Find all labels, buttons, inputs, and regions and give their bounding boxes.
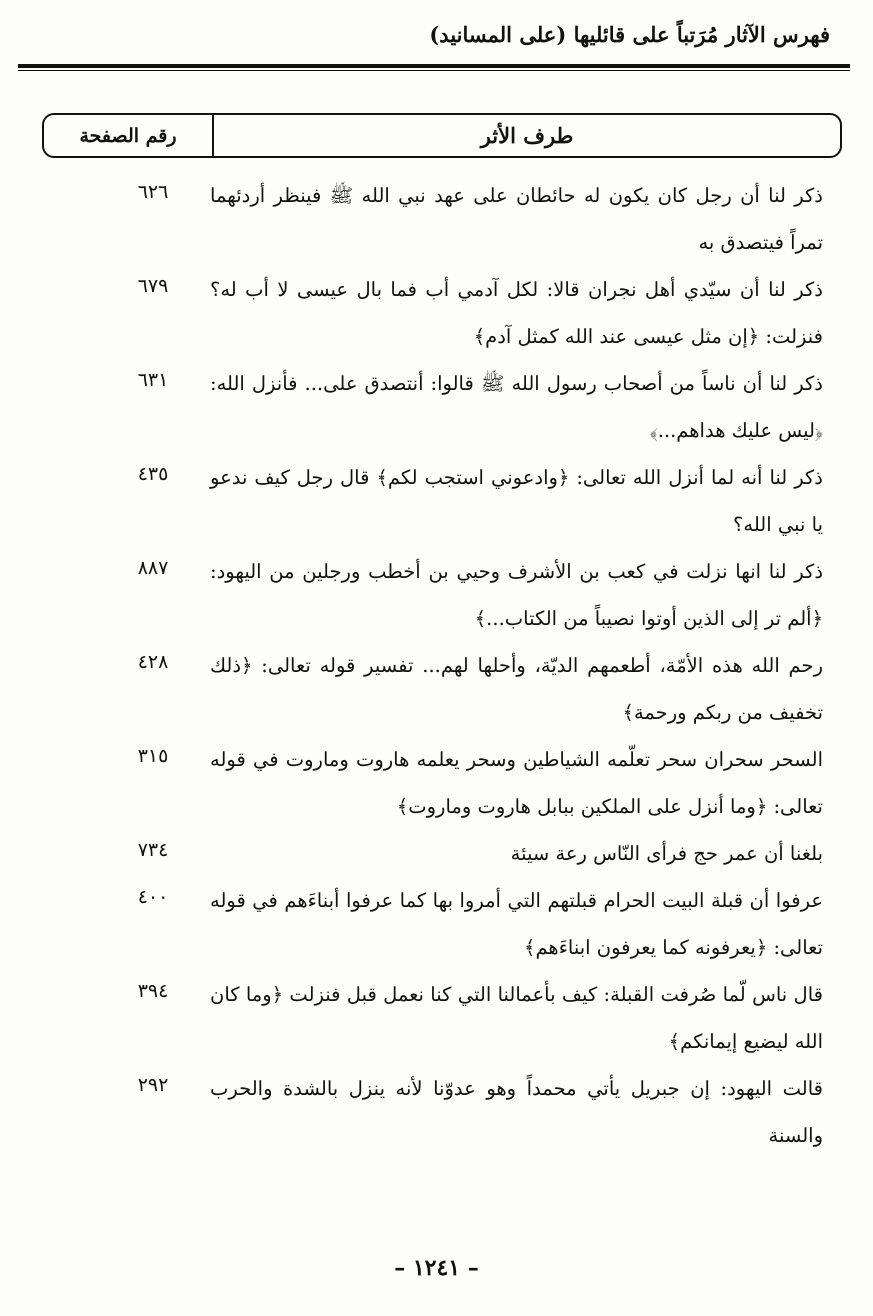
entry-text: رحم الله هذه الأمّة، أطعمهم الديّة، وأحلها لهم... تفسير قوله تعالى: ﴿ذلك تخفيف من ربكم ورحمة﴾: [210, 654, 823, 724]
entry-text: ذكر لنا أن سيّدي أهل نجران قالا: لكل آدمي أب فما بال عيسى لا أب له؟ فنزلت: ﴿إن مثل عيسى عند الله كمثل آدم﴾: [210, 278, 823, 348]
entry-text: السحر سحران سحر تعلّمه الشياطين وسحر يعلمه هاروت وماروت في قوله تعالى: ﴿وما أنزل على الملكين ببابل هاروت وماروت﴾: [210, 748, 823, 818]
list-item: [0, 642, 873, 736]
list-item: [0, 454, 873, 548]
entry-text: قال ناس لّما صُرفت القبلة: كيف بأعمالنا التي كنا نعمل قبل فنزلت ﴿وما كان الله ليضيع إيمانكم﴾: [210, 983, 823, 1053]
page-number: – ١٢٤١ –: [394, 1255, 479, 1281]
column-header-athar: طرف الأثر: [480, 123, 574, 148]
entry-page-number: ٣٩٤: [137, 980, 169, 1002]
entry-text: قالت اليهود: إن جبريل يأتي محمداً وهو عدوّنا لأنه ينزل بالشدة والحرب والسنة: [210, 1077, 823, 1147]
entry-text: بلغنا أن عمر حج فرأى النّاس رعة سيئة: [510, 842, 823, 865]
entry-text: ذكر لنا أنه لما أنزل الله تعالى: ﴿وادعوني استجب لكم﴾ قال رجل كيف ندعو يا نبي الله؟: [210, 466, 823, 536]
header-rule-thin: [18, 70, 850, 71]
entry-page-number: ٤٢٨: [137, 651, 169, 673]
entry-text: ذكر لنا انها نزلت في كعب بن الأشرف وحيي بن أخطب ورجلين من اليهود: ﴿ألم تر إلى الذين أوتوا نصيباً من الكتاب...﴾: [210, 560, 823, 630]
entry-page-number: ٤٠٠: [137, 886, 169, 908]
list-item: [0, 360, 873, 454]
entry-page-number: ٧٣٤: [137, 839, 169, 861]
column-header-page: رقم الصفحة: [44, 115, 214, 156]
header-rule: [18, 64, 850, 68]
list-item: [0, 830, 873, 877]
table-header: [42, 113, 842, 158]
list-item: [0, 266, 873, 360]
entry-page-number: ٤٣٥: [137, 463, 169, 485]
entry-page-number: ٢٩٢: [137, 1074, 169, 1096]
running-head: فهرس الآثار مُرَتباً على قائليها (على المسانيد): [429, 22, 830, 47]
list-item: [0, 736, 873, 830]
list-item: [0, 1065, 873, 1159]
entry-page-number: ٦٧٩: [137, 275, 169, 297]
list-item: [0, 172, 873, 266]
list-item: [0, 548, 873, 642]
entry-page-number: ٦٢٦: [137, 181, 169, 203]
entry-text: ذكر لنا أن ناساً من أصحاب رسول الله ﷺ قالوا: أنتصدق على... فأنزل الله: ﴿ليس عليك هداهم...﴾: [210, 372, 823, 442]
entry-page-number: ٨٨٧: [137, 557, 169, 579]
entry-text: عرفوا أن قبلة البيت الحرام قبلتهم التي أمروا بها كما عرفوا أبناءَهم في قوله تعالى: ﴿يعرفونه كما يعرفون ابناءَهم﴾: [210, 889, 823, 959]
list-item: [0, 971, 873, 1065]
entry-text: ذكر لنا أن رجل كان يكون له حائطان على عهد نبي الله ﷺ فينظر أردئهما تمراً فيتصدق به: [210, 184, 823, 254]
entries-list: [0, 172, 873, 1159]
list-item: [0, 877, 873, 971]
entry-page-number: ٣١٥: [137, 745, 169, 767]
entry-page-number: ٦٣١: [137, 369, 169, 391]
